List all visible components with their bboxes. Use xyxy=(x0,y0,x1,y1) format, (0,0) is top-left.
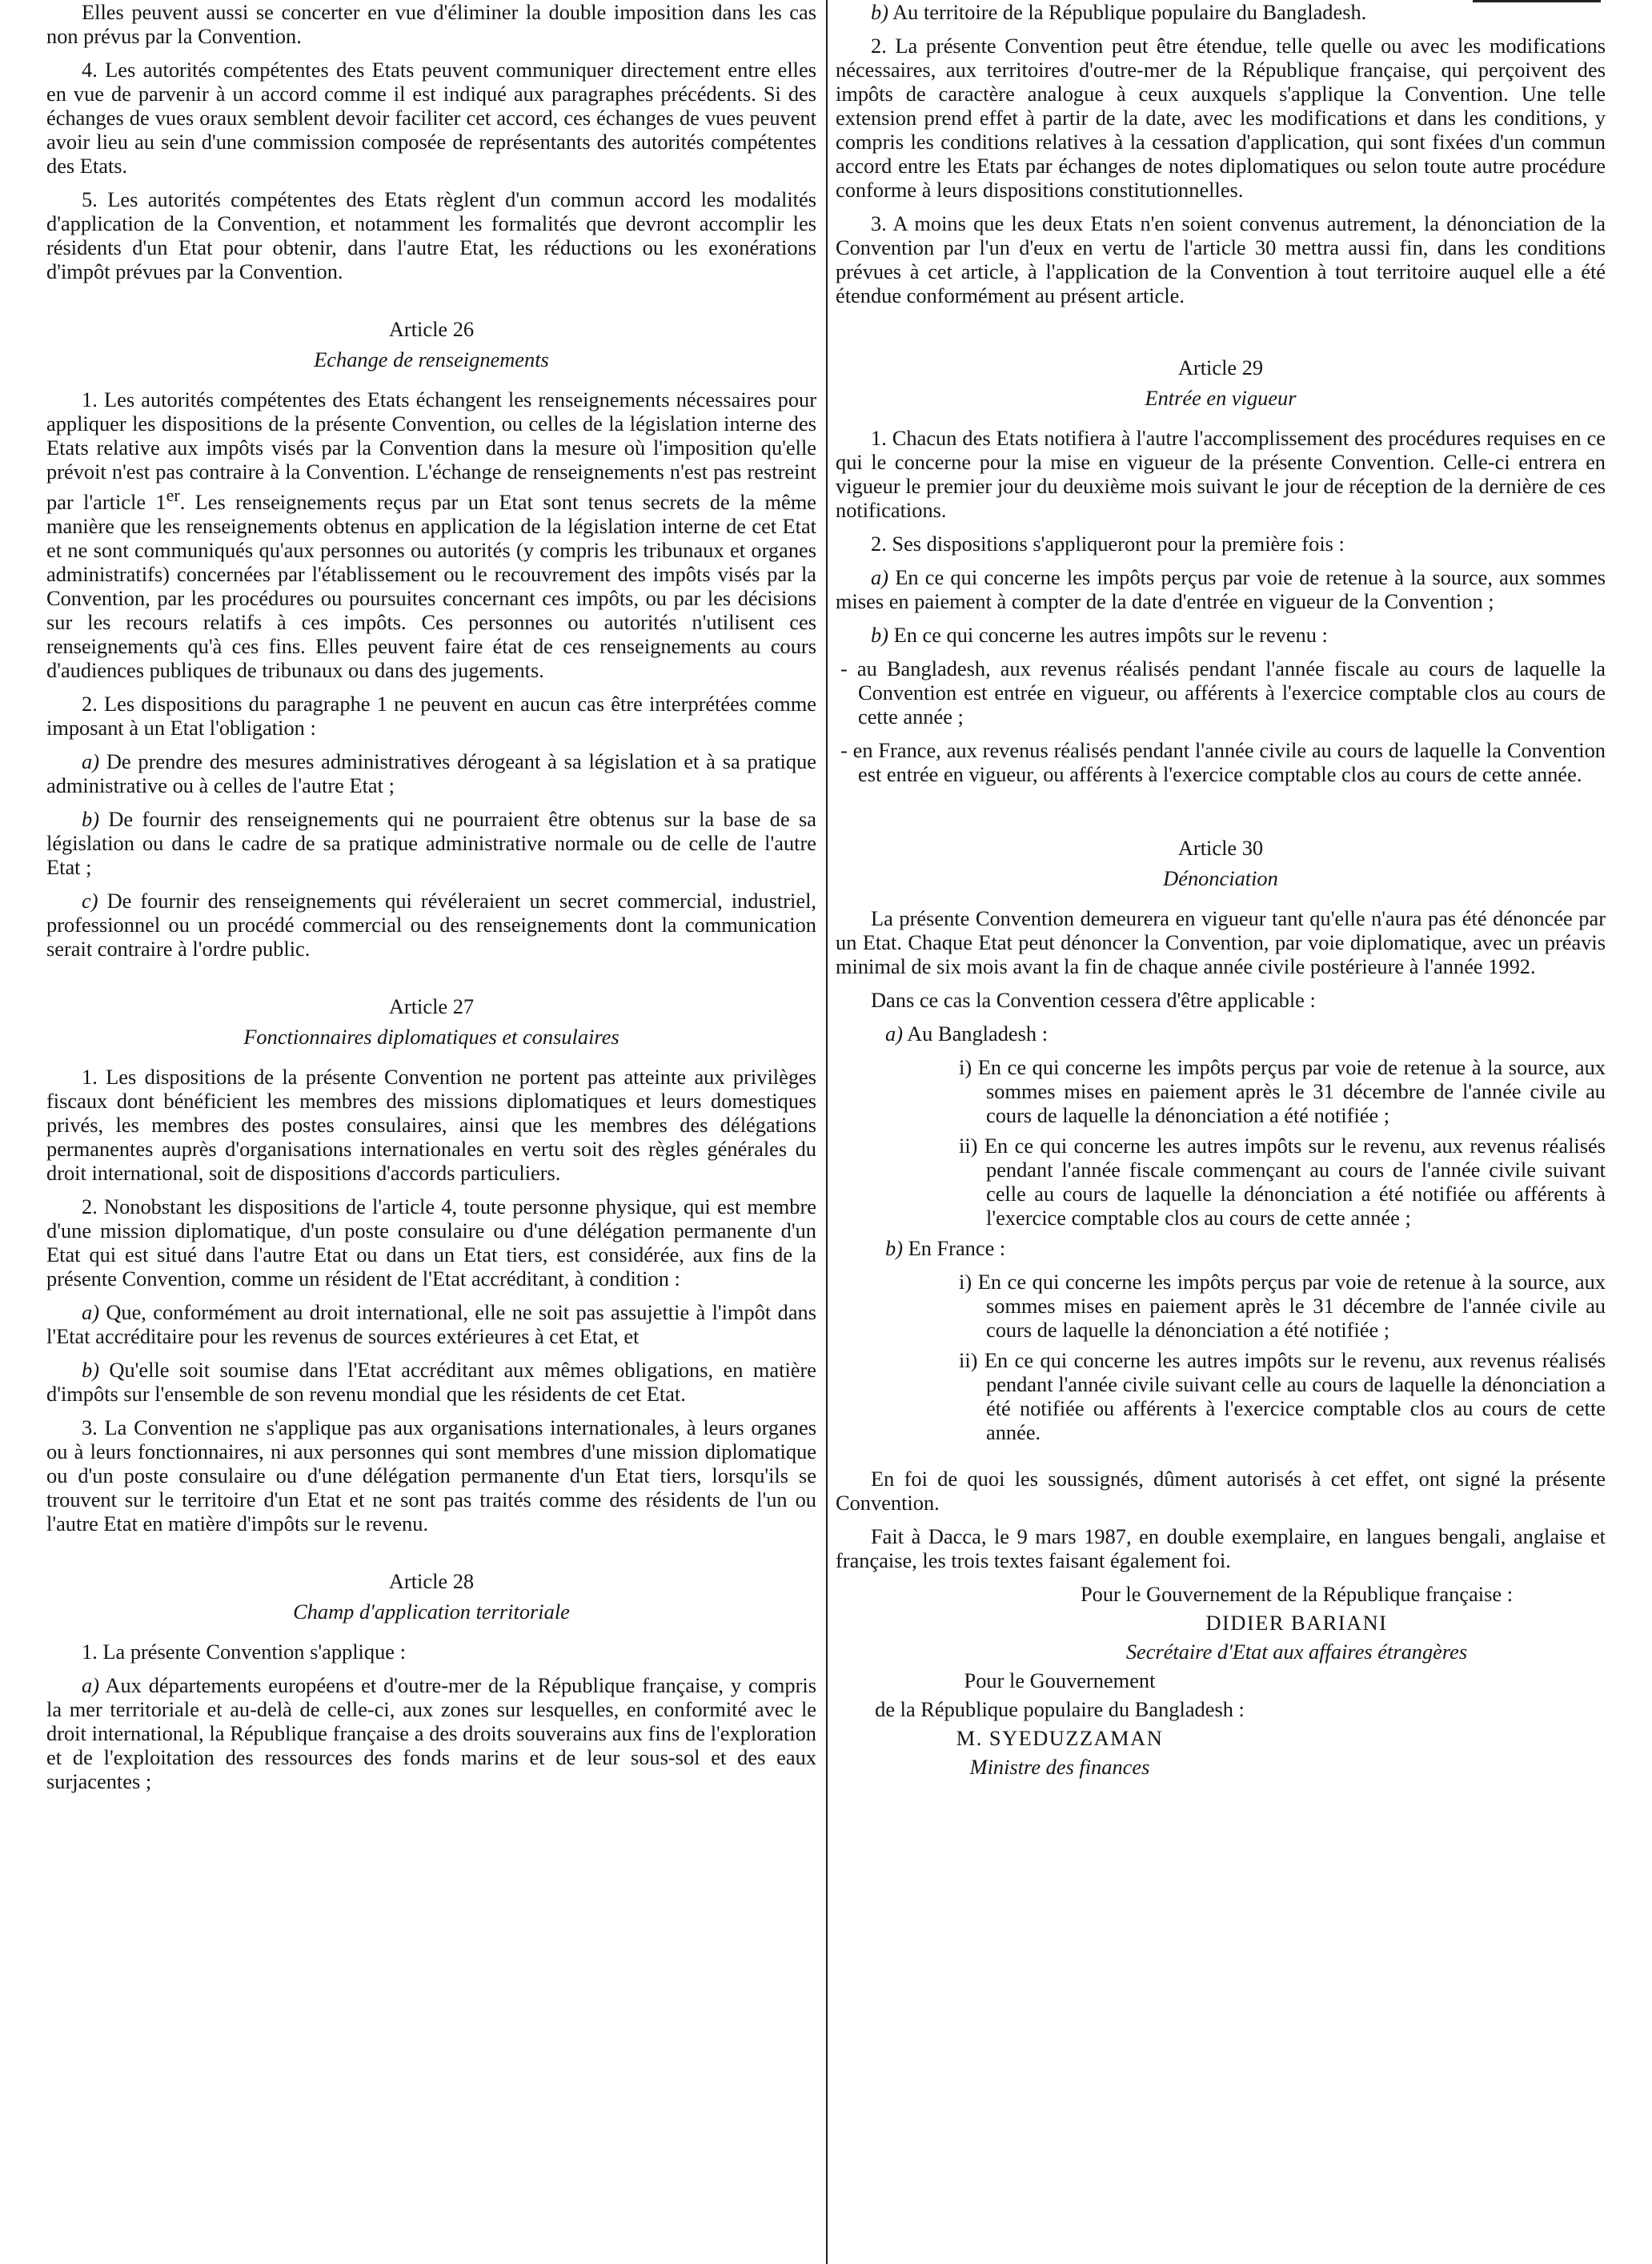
paragraph-fait: Fait à Dacca, le 9 mars 1987, en double exemplaire, en langues bengali, anglaise et française, les trois textes faisant également foi. xyxy=(836,1524,1606,1572)
paragraph-28-1: 1. La présente Convention s'applique : xyxy=(82,1639,406,1664)
spacer xyxy=(836,1451,1606,1467)
paragraph-30-b-ii: ii) En ce qui concerne les autres impôts sur le revenu, aux revenus réalisés pendant l'année civile suivant celle au cours de laquelle la dénonciation a été notifiée ou afférents à l'exercice comptable clos au cours de cette année. xyxy=(959,1348,1606,1444)
paragraph-28-1a xyxy=(46,1673,816,1793)
paragraph-29-dash-2: - en France, aux revenus réalisés pendant l'année civile au cours de laquelle la Convention est entrée en vigueur, ou afférents à l'exercice comptable clos au cours de cette année. xyxy=(840,738,1606,786)
paragraph-28-1b xyxy=(836,0,1606,24)
signature-france xyxy=(836,1582,1606,1664)
left-column xyxy=(46,0,816,1803)
item-text: Qu'elle soit soumise dans l'Etat accréditant aux mêmes obligations, en matière d'impôts sur l'ensemble de son revenu mondial que les résidents de cet Etat. xyxy=(46,1357,816,1406)
item-label: a) xyxy=(82,1299,99,1324)
text-segment: 1. Les autorités compétentes des Etats échangent les renseignements nécessaires pour appliquer les dispositions de la présente Convention, ou celles de la législation interne des Etats relative aux impôts visés par la Convention dans la mesure où l'imposition qu'elle prévoit n'est pas contraire à la Convention. L'échange de renseignements n'est pas restreint par l'article 1 xyxy=(46,387,816,514)
signature-france-title: Secrétaire d'Etat aux affaires étrangères xyxy=(1125,1640,1468,1664)
item-label: b) xyxy=(871,0,888,24)
item-label: a) xyxy=(871,565,888,589)
paragraph-26-2: 2. Les dispositions du paragraphe 1 ne peuvent en aucun cas être interprétées comme imposant à un Etat l'obligation : xyxy=(46,691,816,740)
item-text: En ce qui concerne les impôts perçus par voie de retenue à la source, aux sommes mises en paiement à compter de la date d'entrée en vigueur de la Convention ; xyxy=(836,565,1606,613)
item-text: Aux départements européens et d'outre-mer de la République française, y compris la mer territoriale et au-delà de celle-ci, aux zones sur lesquelles, en conformité avec le droit international, la République française a des droits souverains aux fins de l'exploration et de l'exploitation des ressources des fonds marins et de leur sous-sol et des eaux surjacentes ; xyxy=(46,1672,816,1793)
article-29-heading: Article 29 xyxy=(1177,355,1264,379)
item-text: De prendre des mesures administratives dérogeant à sa législation et à sa pratique administrative ou à celles de l'autre Etat ; xyxy=(46,749,816,797)
paragraph-30-1: La présente Convention demeurera en vigueur tant qu'elle n'aura pas été dénoncée par un Etat. Chaque Etat peut dénoncer la Convention, par voie diplomatique, avec un préavis minimal de six mois avant la fin de chaque année civile postérieure à l'année 1992. xyxy=(836,906,1606,978)
paragraph-26-2c xyxy=(46,889,816,961)
paragraph-30-b xyxy=(836,1236,1606,1260)
paragraph-30-a xyxy=(836,1022,1606,1046)
item-label: b) xyxy=(82,1357,99,1382)
signature-france-line: Pour le Gouvernement de la République française : xyxy=(1080,1582,1514,1606)
paragraph-25-4: 4. Les autorités compétentes des Etats peuvent communiquer directement entre elles en vue de parvenir à un accord comme il est indiqué aux paragraphes précédents. Si des échanges de vues oraux semblent devoir faciliter cet accord, ces échanges de vues peuvent avoir lieu au sein d'une commission composée de représentants des autorités compétentes des Etats. xyxy=(46,58,816,178)
item-text: Au territoire de la République populaire du Bangladesh. xyxy=(888,0,1367,24)
paragraph-27-2: 2. Nonobstant les dispositions de l'article 4, toute personne physique, qui est membre d'une mission diplomatique, d'un poste consulaire ou d'une délégation permanente d'un Etat qui est situé dans l'autre Etat ou dans un Etat tiers, est considérée, aux fins de la présente Convention, comme un résident de l'Etat accréditant, à condition : xyxy=(46,1194,816,1291)
paragraph-30-b-i: i) En ce qui concerne les impôts perçus par voie de retenue à la source, aux sommes mises en paiement après le 31 décembre de l'année civile au cours de laquelle la dénonciation a été notifiée ; xyxy=(959,1270,1606,1342)
article-27-title: Fonctionnaires diplomatiques et consulaires xyxy=(243,1024,620,1049)
article-28-title: Champ d'application territoriale xyxy=(293,1599,570,1624)
signature-bangladesh-title: Ministre des finances xyxy=(969,1755,1150,1779)
item-text: En France : xyxy=(902,1236,1006,1260)
superscript: er xyxy=(166,485,180,505)
item-text: Que, conformément au droit international, elle ne soit pas assujettie à l'impôt dans l'Etat accréditaire pour les revenus de sources extérieures à cet Etat, et xyxy=(46,1299,816,1348)
signature-bangladesh-line-2: de la République populaire du Bangladesh : xyxy=(875,1697,1245,1721)
paragraph-26-2b xyxy=(46,807,816,879)
paragraph-intro: Elles peuvent aussi se concerter en vue d'éliminer la double imposition dans les cas non prévus par la Convention. xyxy=(46,0,816,48)
item-label: c) xyxy=(82,888,98,913)
paragraph-30-a-ii: ii) En ce qui concerne les autres impôts sur le revenu, aux revenus réalisés pendant l'année fiscale commençant au cours de l'année civile suivant celle au cours de laquelle la dénonciation a été notifiée ou afférents à l'exercice comptable clos au cours de cette année ; xyxy=(959,1134,1606,1230)
item-label: b) xyxy=(885,1236,903,1260)
signature-bangladesh-line-1: Pour le Gouvernement xyxy=(964,1668,1156,1692)
signature-bangladesh-name: M. SYEDUZZAMAN xyxy=(956,1726,1164,1750)
item-label: b) xyxy=(82,806,99,831)
article-29-title: Entrée en vigueur xyxy=(1145,386,1297,410)
item-label: a) xyxy=(82,1672,99,1697)
paragraph-25-5: 5. Les autorités compétentes des Etats règlent d'un commun accord les modalités d'application de la Convention, et notamment les formalités que devront accomplir les résidents d'un Etat pour obtenir, dans l'autre Etat, les réductions ou les exonérations d'impôt prévues par la Convention. xyxy=(46,187,816,283)
paragraph-26-2a xyxy=(46,749,816,797)
paragraph-27-1: 1. Les dispositions de la présente Convention ne portent pas atteinte aux privilèges fiscaux dont bénéficient les membres des missions diplomatiques et leurs domestiques privés, les membres des postes consulaires, ainsi que les membres des délégations permanentes auprès d'organisations internationales en vertu soit des règles générales du droit international, soit de dispositions d'accords particuliers. xyxy=(46,1064,816,1185)
article-27-heading: Article 27 xyxy=(388,994,475,1018)
paragraph-28-2: 2. La présente Convention peut être étendue, telle quelle ou avec les modifications nécessaires, aux territoires d'outre-mer de la République française, qui perçoivent des impôts de caractère analogue à ceux auxquels s'applique la Convention. Une telle extension prend effet à partir de la date, avec les modifications et dans les conditions, y compris les conditions relatives à la cessation d'application, qui sont fixées d'un commun accord entre les Etats par échanges de notes diplomatiques ou selon toute autre procédure conforme à leurs dispositions constitutionnelles. xyxy=(836,34,1606,202)
paragraph-27-2a xyxy=(46,1300,816,1348)
paragraph-26-1 xyxy=(46,387,816,682)
article-26-title: Echange de renseignements xyxy=(314,347,549,371)
article-28-heading: Article 28 xyxy=(388,1568,475,1593)
article-30-title: Dénonciation xyxy=(1163,866,1278,890)
item-text: De fournir des renseignements qui ne pourraient être obtenus sur la base de sa législation ou dans le cadre de sa pratique administrative normale ou de celle de l'autre Etat ; xyxy=(46,806,816,879)
paragraph-28-3: 3. A moins que les deux Etats n'en soient convenus autrement, la dénonciation de la Convention par l'un d'eux en vertu de l'article 30 mettra aussi fin, dans les conditions prévues à cet article, à l'application de la Convention à tout territoire auquel elle a été étendue conformément au présent article. xyxy=(836,211,1606,307)
right-column xyxy=(836,0,1606,1784)
paragraph-29-2a xyxy=(836,565,1606,613)
paragraph-27-3: 3. La Convention ne s'applique pas aux organisations internationales, à leurs organes ou à leurs fonctionnaires, ni aux personnes qui sont membres d'une mission diplomatique ou d'un poste consulaire ou d'une délégation permanente d'un Etat tiers, lorsqu'ils se trouvent sur le territoire d'un Etat et ne sont pas traités comme des résidents de l'un ou l'autre Etat en matière d'impôts sur le revenu. xyxy=(46,1415,816,1535)
paragraph-foi: En foi de quoi les soussignés, dûment autorisés à cet effet, ont signé la présente Convention. xyxy=(836,1467,1606,1515)
item-text: Au Bangladesh : xyxy=(902,1022,1049,1046)
item-text: En ce qui concerne les autres impôts sur le revenu : xyxy=(888,623,1328,647)
signature-france-name: DIDIER BARIANI xyxy=(1205,1611,1388,1635)
item-label: a) xyxy=(885,1022,903,1046)
paragraph-29-dash-1: - au Bangladesh, aux revenus réalisés pendant l'année fiscale au cours de laquelle la Convention est entrée en vigueur, ou afférents à l'exercice comptable clos au cours de cette année ; xyxy=(840,656,1606,729)
paragraph-29-2b xyxy=(836,623,1606,647)
paragraph-29-2: 2. Ses dispositions s'appliqueront pour la première fois : xyxy=(871,532,1345,556)
paragraph-30-a-i: i) En ce qui concerne les impôts perçus par voie de retenue à la source, aux sommes mises en paiement après le 31 décembre de l'année civile au cours de laquelle la dénonciation a été notifiée ; xyxy=(959,1055,1606,1127)
article-30-heading: Article 30 xyxy=(1177,836,1264,860)
article-26-heading: Article 26 xyxy=(388,317,475,341)
signature-bangladesh xyxy=(836,1668,1284,1779)
item-label: a) xyxy=(82,749,99,773)
text-segment: . Les renseignements reçus par un Etat sont tenus secrets de la même manière que les renseignements obtenus en application de la législation interne de cet Etat et ne sont communiqués qu'aux personnes ou autorités (y compris les tribunaux et organes administratifs) concernées par l'établissement ou le recouvrement des impôts visés par la Convention, par les procédures ou poursuites concernant ces impôts, ou par les décisions sur les recours relatifs à ces impôts. Ces personnes ou autorités n'utilisent ces renseignements qu'à ces fins. Elles peuvent faire état de ces renseignements au cours d'audiences publiques de tribunaux ou dans des jugements. xyxy=(46,489,816,682)
paragraph-27-2b xyxy=(46,1358,816,1406)
paragraph-29-1: 1. Chacun des Etats notifiera à l'autre l'accomplissement des procédures requises en ce qui le concerne pour la mise en vigueur de la présente Convention. Celle-ci entrera en vigueur le premier jour du deuxième mois suivant le jour de réception de la dernière de ces notifications. xyxy=(836,426,1606,522)
column-divider xyxy=(826,0,828,2264)
paragraph-30-2: Dans ce cas la Convention cessera d'être applicable : xyxy=(871,988,1316,1012)
item-text: De fournir des renseignements qui révéleraient un secret commercial, industriel, professionnel ou un procédé commercial ou des renseignements dont la communication serait contraire à l'ordre public. xyxy=(46,888,816,961)
item-label: b) xyxy=(871,623,888,647)
